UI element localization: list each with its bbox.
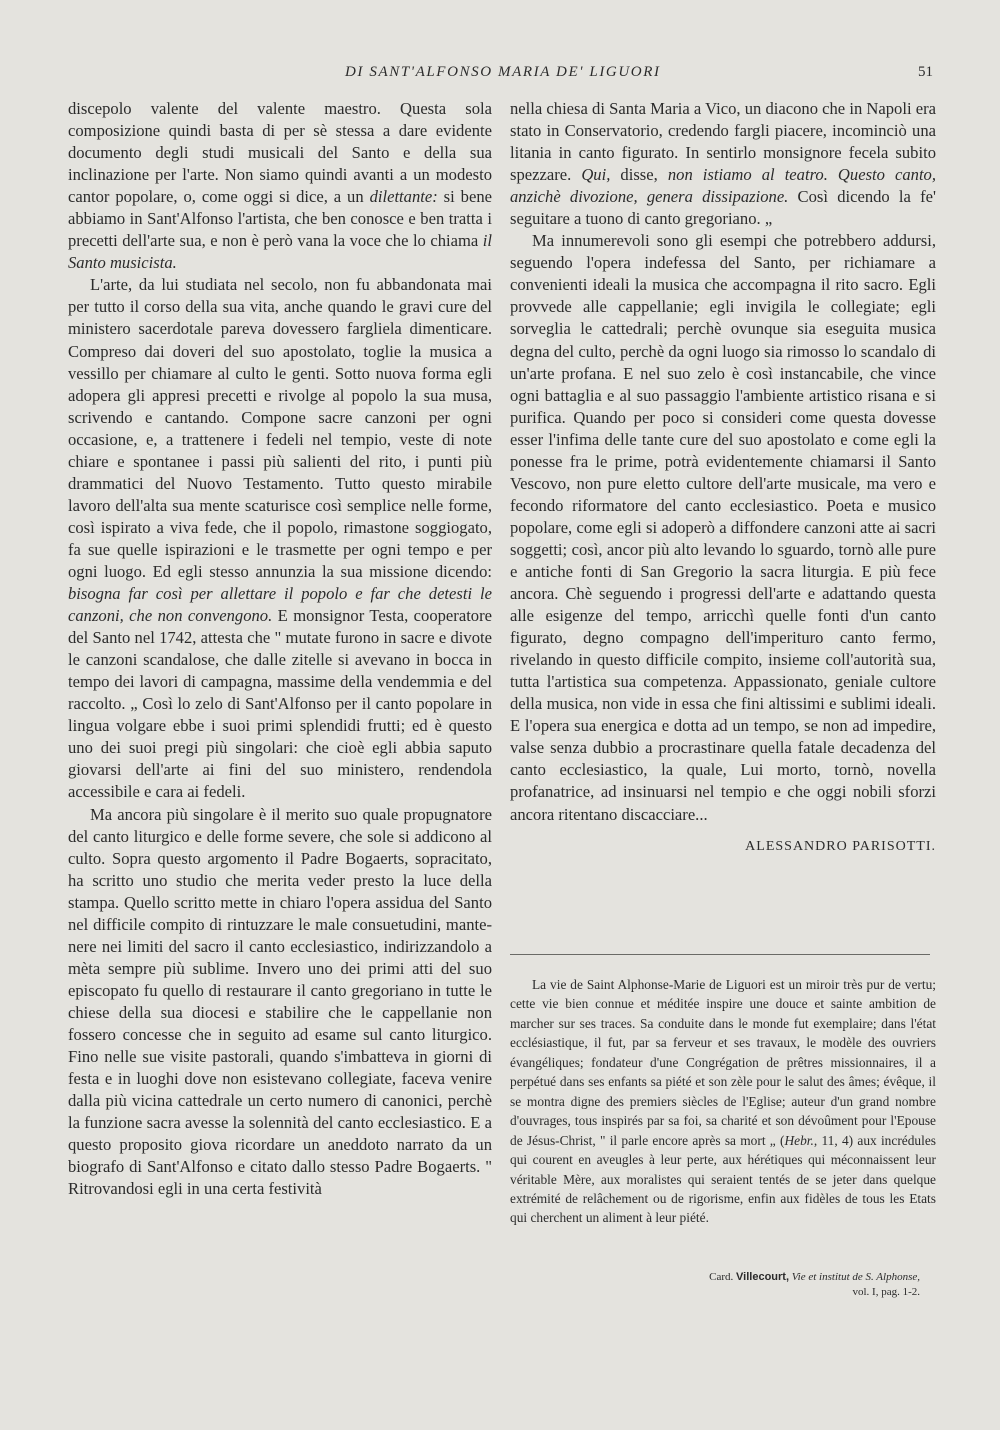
note-paragraph: La vie de Saint Alphonse-Marie de Liguori est un miroir très pur de vertu; cette vie bien connue et méditée inspire une douce et sainte ambition de marcher sur ses traces. Sa conduite dans le monde fut exemplaire; dans l'état ecclésiastique, il fut, par sa ferveur et ses travaux, le modèle des ouvriers évangéliques; fondateur d'une Congrégation de prêtres missionnaires, il a perpétué dans ses enfants sa piété et son zèle pour le salut des âmes; évêque, il se montra digne des premiers siècles de l'Eglise; auteur d'un grand nombre d'ouvrages, tous inspirés par sa foi, sa charité et son dévoûment pour l'Epouse de Jésus-Christ, " il parle encore après sa mort „ (Hebr., 11, 4) aux incrédules qui courent en aveugles à leur perte, aux hérétiques qui méconnaissent leur véritable Mère, aux moralistes qui seraient tentés de se jeter dans quelque extrémité de relâchement ou de rigorisme, enfin aux fidèles de tous les Etats qui cherchent un aliment à leur piété. <box>510 977 936 1226</box>
paragraph: discepolo valente del valente maestro. Questa sola composizione quindi basta di per sè stessa a dare evidente documento degli studi musicali del Santo e della sua inclinazione per l'arte. Non siamo quindi avanti a un modesto cantor popolare, o, come oggi si dice, a un dilettante: si bene abbiamo in Sant'Alfonso l'artista, che ben conosce e ben tratta i precetti dell'arte sua, e non è però vana la voce che lo chiama il Santo musicista. <box>68 99 492 273</box>
left-column <box>68 98 492 1200</box>
paragraph: Ma ancora più singolare è il merito suo quale propugnatore del canto liturgico e delle forme severe, che sole si addicono al culto. Sopra questo argomento il Padre Bogaerts, sopracitato, ha scritto uno studio che merita veder presto la luce della stampa. Quello scritto mette in chiaro l'opera assidua del Santo nel difficile compito di rintuzzare le male consuetudini, mantenere nei limiti del sacro il canto ecclesiastico, indirizzandolo a mèta sempre più sublime. Invero uno dei primi atti del suo episcopato fu quello di restaurare il canto gregoriano in tutte le chiese della sua diocesi e stabilire che le cappellanie non fossero concesse che in seguito ad esame sul canto liturgico. Fino nelle sue visite pastorali, quando s'imbatteva in giorni di festa e in luoghi dove non esistevano collegiate, faceva venire dalla più vicina cattedrale un certo numero di canonici, perchè la funzione sacra avesse la solennità del canto ecclesiastico. E a questo proposito giova ricordare un aneddoto narrato da un biografo di Sant'Alfonso e citato dallo stesso Padre Bogaerts. " Ritrovandosi egli in una certa festività <box>68 804 492 1199</box>
right-column <box>510 98 936 858</box>
source-author: Villecourt, <box>736 1271 790 1283</box>
note-source: Card. Villecourt, Vie et institut de S. Alphonse, vol. I, pag. 1-2. <box>600 1270 920 1300</box>
paragraph: Ma innumerevoli sono gli esempi che potrebbero addursi, seguendo l'opera indefessa del Santo, per richiamare a convenienti ideali la musica che accompagna il rito sacro. Egli provvede alle cappellanie; egli invigila le collegiate; egli sorveglia le cattedrali; perchè ovunque sia eseguita musica degna del culto, perchè da ogni luogo sia rimosso lo scandalo di un'arte profana. E nel suo zelo è così instancabile, che vince ogni battaglia e al suo passaggio l'ambiente artistico risana e si purifica. Quando per poco si consideri come questa dovesse esser l'infima delle tante cure del suo apostolato e come egli la ponesse fra le prime, potrà evidentemente chiamarsi il Santo Vescovo, non pure eletto cultore dell'arte musicale, ma vero e fecondo riformatore del canto ecclesiastico. Poeta e musico popolare, come egli si adoperò a diffondere canzoni atte ai sacri soggetti; così, ancor più alto levando lo sguardo, tornò alle pure e antiche fonti di San Gregorio la sacra liturgia. E più fece ancora. Chè seguendo i progressi dell'arte e adattando questa alle esigenze del tempo, arricchì quelle fonti d'un canto figurato, degno compagno dell'imperituro canto fermo, rivelando in questo difficile compito, insieme coll'autorità sua, tutta l'artistica sua competenza. Appassionato, geniale cultore della musica, non vide in essa che fini altissimi e sublimi ideali. E l'opera sua energica e dotta ad un tempo, se non ad impedire, valse senza dubbio a procrastinare quella fatale decadenza del canto ecclesiastico, la quale, Lui morto, tornò, novella profanatrice, ad insinuarsi nel tempio e che oggi nobili sforzi ancora ritentano discacciare... <box>510 231 936 824</box>
quoted-note <box>510 975 936 1228</box>
running-title: DI SANT'ALFONSO MARIA DE' LIGUORI <box>345 64 661 80</box>
source-title: Vie et institut de S. Alphonse, <box>789 1271 920 1283</box>
author-signature: ALESSANDRO PARISOTTI. <box>745 838 936 854</box>
paragraph: nella chiesa di Santa Maria a Vico, un diacono che in Napoli era stato in Conservatorio, credendo fargli piacere, incominciò una litania in canto figurato. In sentirlo monsignore fecela subito spezzare. Qui, disse, non istiamo al teatro. Questo canto, anzichè divozione, genera dissipazione. Così dicendo la fe' seguitare a tuono di canto gregoriano. „ <box>510 99 937 229</box>
source-volume: vol. I, pag. 1-2. <box>852 1286 920 1298</box>
section-divider <box>510 954 930 955</box>
page-number: 51 <box>918 64 933 80</box>
paragraph: L'arte, da lui studiata nel secolo, non fu abbandonata mai per tutto il corso della sua vita, anche quando le gravi cure del ministero sacerdotale pareva dovessero fargliela dimenticare. Compreso dai doveri del suo apostolato, toglie la musica a vessillo per chiamare al culto le genti. Sotto nuova forma egli adopera gli appresi precetti e rivolge al popolo la sua musa, scrivendo e cantando. Compone sacre canzoni per ogni occasione, e, a trattenere i fedeli nel tempio, veste di note chiare e spontanee i passi più salienti del rito, i punti più drammatici del Nuovo Testamento. Tutto questo mirabile lavoro dell'alta sua mente scaturisce così semplice nelle forme, così ispirato a viva fede, che il popolo, rimastone soggiogato, fa sue quelle ispirazioni e le trasmette per ogni tempo e per ogni luogo. Ed egli stesso annunzia la sua missione dicendo: bisogna far così per allettare il popolo e far che detesti le canzoni, che non convengono. E monsignor Testa, cooperatore del Santo nel 1742, attesta che " mutate furono in sacre e divote le canzoni scandalose, che dalle zitelle si avevano in bocca in tempo dei lavori di campagna, massime della vendemmia e del raccolto. „ Così lo zelo di Sant'Alfonso per il canto popolare in lingua volgare ebbe i suoi primi splendidi frutti; ed è questo uno dei suoi pregi più singolari: che cioè egli abbia saputo giovarsi dell'arte ai fini del suo ministero, rendendola accessibile e cara ai fedeli. <box>68 275 492 802</box>
running-header <box>0 64 1000 88</box>
